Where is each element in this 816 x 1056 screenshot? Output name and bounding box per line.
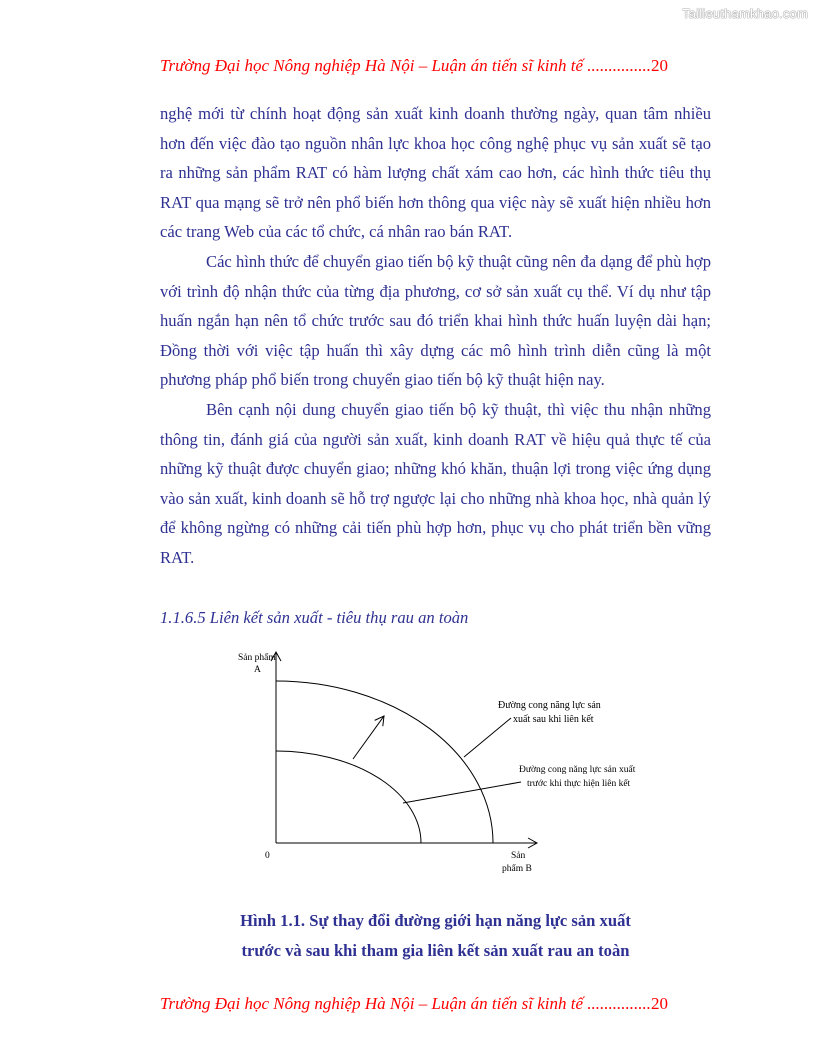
inner-curve-label-line2: trước khi thực hiện liên kết: [527, 779, 631, 789]
page-header: [160, 56, 690, 76]
figure-caption: [160, 906, 711, 966]
y-axis-label-letter: A: [254, 665, 261, 675]
paragraph: Các hình thức để chuyển giao tiến bộ kỹ thuật cũng nên đa dạng để phù hợp với trình độ nhận thức của từng địa phương, cơ sở sản xuất cụ thể. Ví dụ như tập huấn ngắn hạn nên tổ chức trước sau đó triển khai hình thức huấn luyện dài hạn; Đồng thời với việc tập huấn thì xây dựng các mô hình trình diễn cũng là một phương pháp phổ biến trong chuyển giao tiến bộ kỹ thuật hiện nay.: [160, 251, 711, 390]
shift-arrow: [353, 716, 384, 759]
inner-curve-leader: [403, 782, 521, 803]
caption-line-2: trước và sau khi tham gia liên kết sản xuất rau an toàn: [241, 941, 630, 960]
outer-curve-leader: [464, 718, 511, 757]
header-title: Trường Đại học Nông nghiệp Hà Nội – Luận án tiến sĩ kinh tế ...............: [160, 56, 652, 75]
paragraph: Bên cạnh nội dung chuyển giao tiến bộ kỹ thuật, thì việc thu nhận những thông tin, đánh giá của người sản xuất, kinh doanh RAT về hiệu quả thực tế của những kỹ thuật được chuyển giao; những khó khăn, thuận lợi trong việc ứng dụng vào sản xuất, kinh doanh sẽ hỗ trợ ngược lại cho những nhà khoa học, nhà quản lý để không ngừng có những cải tiến phù hợp hơn, phục vụ cho phát triển bền vững RAT.: [160, 399, 711, 567]
caption-line-1: Hình 1.1. Sự thay đổi đường giới hạn năng lực sản xuất: [240, 911, 631, 930]
x-axis-label-line2: phẩm B: [502, 864, 532, 874]
inner-curve-label: Đường cong năng lực sản xuất: [519, 765, 636, 775]
outer-curve-label-line2: xuất sau khi liên kết: [513, 714, 594, 725]
x-axis-label: Sản: [511, 851, 526, 861]
footer-page-number: 20: [651, 994, 669, 1013]
header-page-number: 20: [651, 56, 669, 75]
watermark: Tailieuthamkhao.com: [682, 6, 808, 21]
paragraph: nghệ mới từ chính hoạt động sản xuất kinh doanh thường ngày, quan tâm nhiều hơn đến việc đào tạo nguồn nhân lực khoa học công nghệ phục vụ sản xuất sẽ tạo ra những sản phẩm RAT có hàm lượng chất xám cao hơn, các hình thức tiêu thụ RAT qua mạng sẽ trở nên phổ biến hơn thông qua việc này sẽ xuất hiện nhiều hơn các trang Web của các tổ chức, cá nhân rao bán RAT.: [160, 104, 711, 242]
inner-curve: [276, 751, 421, 843]
subsection-title: 1.1.6.5 Liên kết sản xuất - tiêu thụ rau an toàn: [160, 608, 469, 627]
outer-curve: [276, 681, 493, 843]
footer-title: Trường Đại học Nông nghiệp Hà Nội – Luận án tiến sĩ kinh tế ...............: [160, 994, 652, 1013]
page-footer: [160, 994, 690, 1014]
outer-curve-label: Đường cong năng lực sản: [498, 700, 601, 711]
y-axis-label: Sản phẩm: [238, 653, 276, 663]
body-text: [160, 99, 711, 573]
origin-label: 0: [265, 851, 270, 861]
